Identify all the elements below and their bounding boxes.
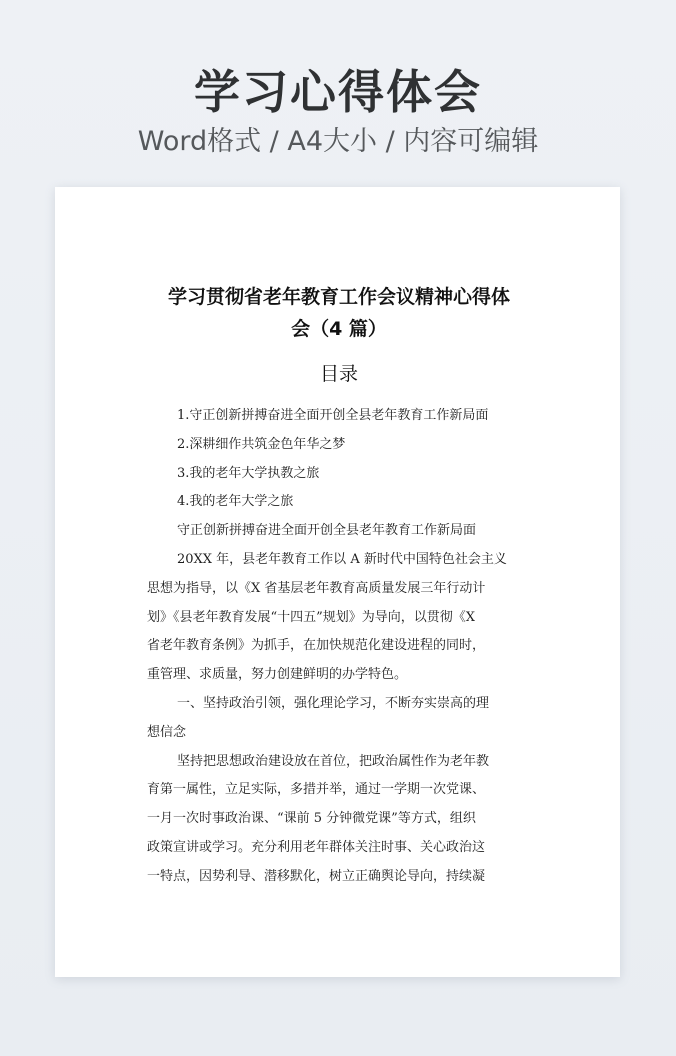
body-line: 重管理、求质量，努力创建鲜明的办学特色。 (147, 667, 408, 683)
document-title-line: 会（4 篇） (291, 318, 387, 340)
body-line: 省老年教育条例》为抓手，在加快规范化建设进程的同时， (147, 638, 486, 654)
body-line: 坚持把思想政治建设放在首位，把政治属性作为老年教 (177, 753, 490, 769)
body-paragraph (147, 748, 531, 892)
page-header (0, 62, 676, 162)
article-title-paragraph (147, 517, 531, 546)
body-line: 思想为指导，以《X 省基层老年教育高质量发展三年行动计 (147, 580, 486, 596)
document-title (147, 281, 531, 345)
body-line: 育第一属性，立足实际，多措并举，通过一学期一次党课、 (147, 782, 486, 798)
toc-item: 3.我的老年大学执教之旅 (177, 465, 320, 481)
page-title: 学习心得体会 (194, 65, 482, 119)
document-page (55, 187, 620, 977)
body-line: 政策宣讲或学习。充分利用老年群体关注时事、关心政治这 (147, 839, 486, 855)
toc-item: 2.深耕细作共筑金色年华之梦 (177, 436, 346, 452)
table-of-contents (147, 402, 531, 517)
body-line: 划》《县老年教育发展“十四五”规划》为导向，以贯彻《X (147, 609, 476, 625)
intro-paragraph (147, 546, 531, 690)
toc-heading: 目录 (319, 363, 358, 385)
section-heading-paragraph (147, 690, 531, 748)
toc-item: 1.守正创新拼搏奋进全面开创全县老年教育工作新局面 (177, 408, 489, 423)
body-line: 一、坚持政治引领，强化理论学习，不断夯实崇高的理 (177, 695, 490, 711)
page-subtitle: Word格式 / A4大小 / 内容可编辑 (137, 126, 539, 157)
body-line: 想信念 (147, 724, 187, 740)
body-line: 一月一次时事政治课、“课前 5 分钟微党课”等方式，组织 (147, 811, 476, 827)
document-content (147, 281, 531, 892)
body-line: 守正创新拼搏奋进全面开创全县老年教育工作新局面 (177, 523, 477, 539)
body-line: 一特点，因势利导、潜移默化，树立正确舆论导向，持续凝 (147, 868, 486, 884)
document-title-line: 学习贯彻省老年教育工作会议精神心得体 (167, 286, 510, 308)
body-line: 20XX 年，县老年教育工作以 A 新时代中国特色社会主义 (177, 551, 507, 567)
toc-item: 4.我的老年大学之旅 (177, 494, 294, 510)
